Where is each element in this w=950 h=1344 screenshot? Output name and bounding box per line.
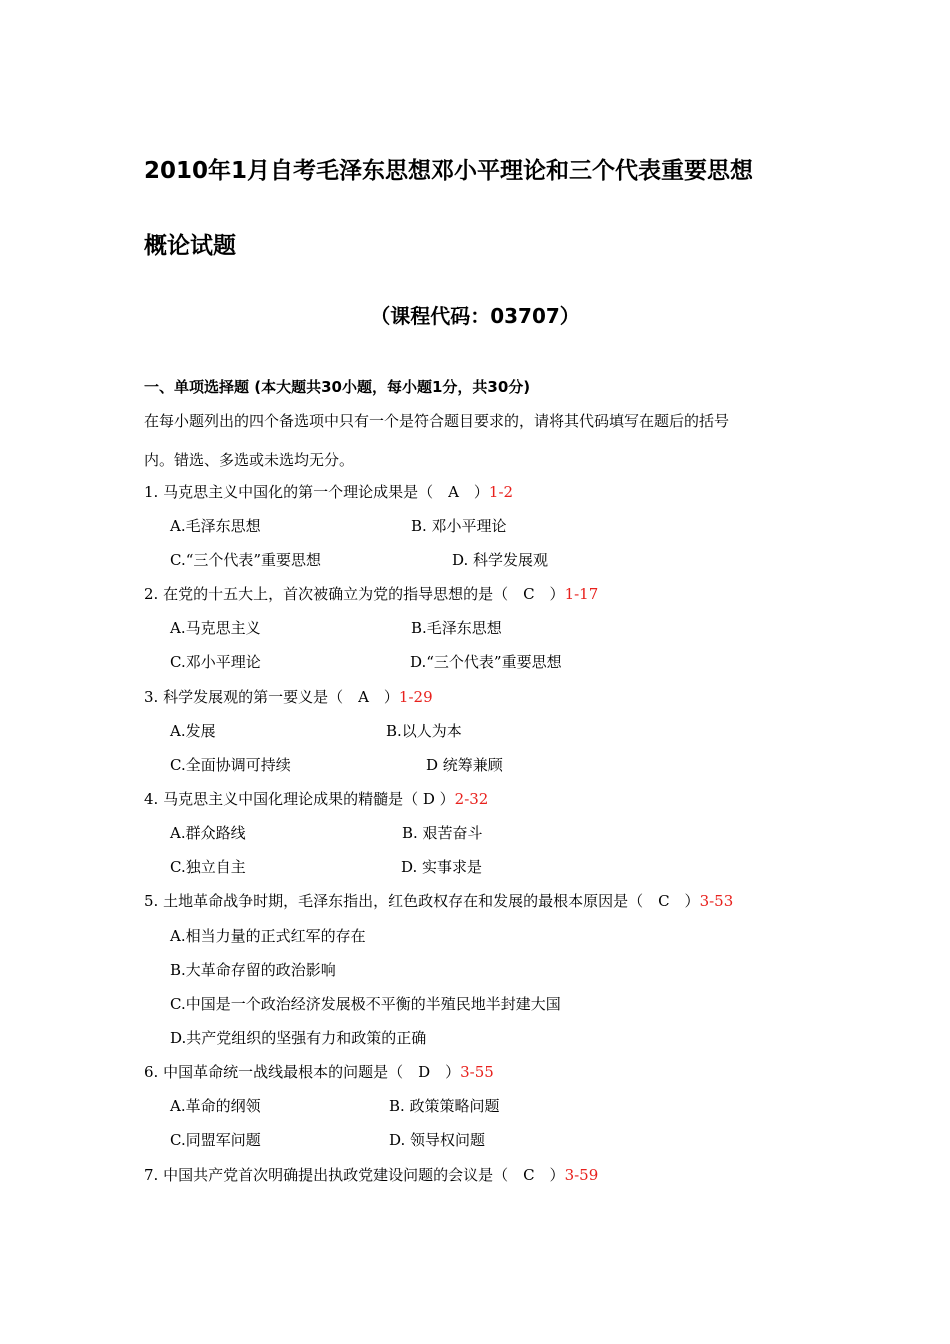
section-heading: 一、单项选择题 (本大题共30小题，每小题1分，共30分) [144, 378, 531, 396]
instructions-line-2: 内。错选、多选或未选均无分。 [144, 451, 355, 469]
question-5 [144, 890, 733, 912]
option-a: A.马克思主义 [170, 619, 261, 637]
page-reference: 2-32 [454, 790, 489, 808]
option-d: D. 领导权问题 [389, 1131, 486, 1149]
question-2 [144, 583, 598, 605]
question-6 [144, 1061, 494, 1083]
page-reference: 1-17 [564, 585, 599, 603]
option-d: D. 科学发展观 [452, 551, 549, 569]
course-code-subtitle: （课程代码：03707） [370, 304, 580, 328]
document-title-line-2: 概论试题 [144, 233, 236, 259]
page-reference: 3-53 [699, 892, 734, 910]
option-a: A.群众路线 [170, 824, 246, 842]
question-1 [144, 481, 513, 503]
option-c: C.独立自主 [170, 858, 246, 876]
question-7 [144, 1164, 598, 1186]
option-d: D.共产党组织的坚强有力和政策的正确 [170, 1029, 427, 1047]
page-reference: 3-59 [564, 1166, 599, 1184]
option-d: D. 实事求是 [401, 858, 483, 876]
document-title-line-1: 2010年1月自考毛泽东思想邓小平理论和三个代表重要思想 [144, 158, 754, 184]
question-stem: 4. 马克思主义中国化理论成果的精髓是（ D ） [144, 790, 455, 808]
option-b: B. 艰苦奋斗 [402, 824, 483, 842]
page-reference: 3-55 [460, 1063, 494, 1081]
option-c: C.邓小平理论 [170, 653, 261, 671]
option-c: C.中国是一个政治经济发展极不平衡的半殖民地半封建大国 [170, 995, 561, 1013]
option-b: B.以人为本 [386, 722, 462, 740]
question-4 [144, 788, 488, 810]
option-a: A.相当力量的正式红军的存在 [170, 927, 366, 945]
option-b: B. 政策策略问题 [389, 1097, 500, 1115]
question-stem: 2. 在党的十五大上，首次被确立为党的指导思想的是（ C ） [144, 585, 565, 603]
question-stem: 5. 土地革命战争时期，毛泽东指出，红色政权存在和发展的最根本原因是（ C ） [144, 892, 700, 910]
question-stem: 7. 中国共产党首次明确提出执政党建设问题的会议是（ C ） [144, 1166, 565, 1184]
option-d: D 统筹兼顾 [426, 756, 503, 774]
question-stem: 3. 科学发展观的第一要义是（ A ） [144, 688, 399, 706]
question-3 [144, 686, 433, 708]
page-reference: 1-29 [398, 688, 433, 706]
option-b: B. 邓小平理论 [411, 517, 507, 535]
option-b: B.毛泽东思想 [411, 619, 502, 637]
question-stem: 1. 马克思主义中国化的第一个理论成果是（ A ） [144, 483, 489, 501]
option-c: C.全面协调可持续 [170, 756, 291, 774]
instructions-line-1: 在每小题列出的四个备选项中只有一个是符合题目要求的，请将其代码填写在题后的括号 [144, 412, 730, 430]
option-d: D.“三个代表”重要思想 [410, 653, 562, 671]
page-reference: 1-2 [488, 483, 514, 501]
option-a: A.革命的纲领 [170, 1097, 261, 1115]
option-c: C.同盟军问题 [170, 1131, 261, 1149]
question-stem: 6. 中国革命统一战线最根本的问题是（ D ） [144, 1063, 461, 1081]
option-c: C.“三个代表”重要思想 [170, 551, 322, 569]
option-b: B.大革命存留的政治影响 [170, 961, 336, 979]
option-a: A.毛泽东思想 [170, 517, 261, 535]
option-a: A.发展 [170, 722, 216, 740]
